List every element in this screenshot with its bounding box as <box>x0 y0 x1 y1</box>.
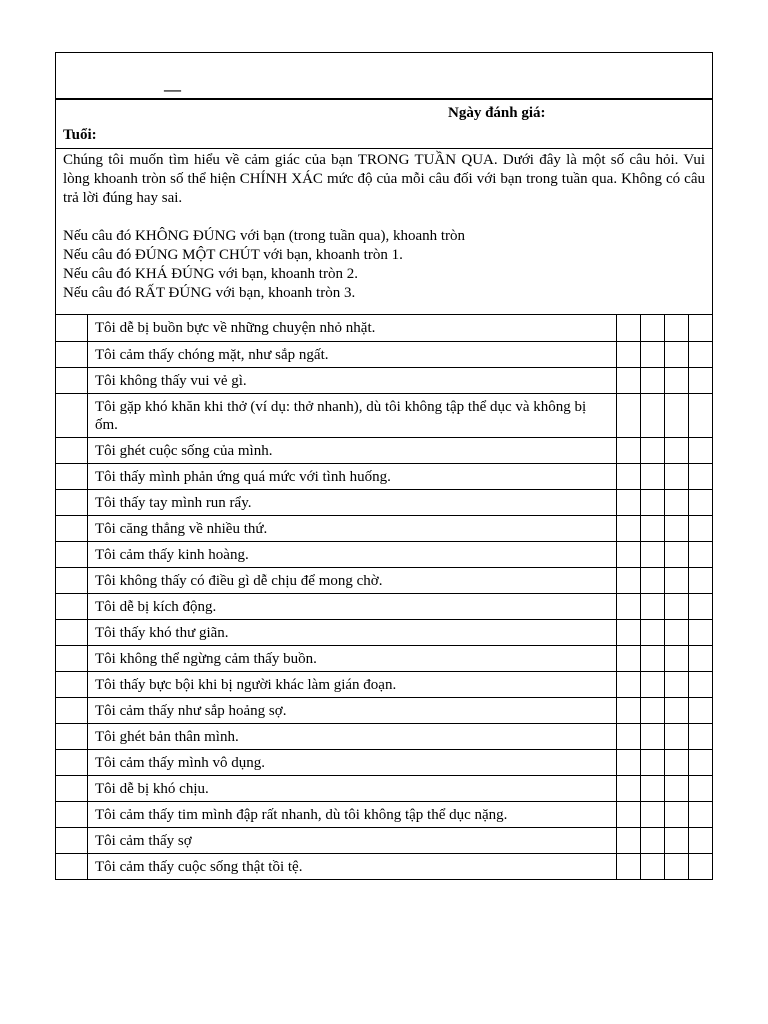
instructions-gap <box>63 208 705 227</box>
rating-cell-3[interactable] <box>689 593 713 619</box>
table-row <box>56 489 712 515</box>
rating-cell-3[interactable] <box>689 541 713 567</box>
rating-cell-2[interactable] <box>665 367 689 393</box>
date-label: Ngày đánh giá: <box>448 105 546 121</box>
rating-cell-0[interactable] <box>617 463 641 489</box>
table-row <box>56 567 712 593</box>
rating-cell-2[interactable] <box>665 801 689 827</box>
item-number-cell <box>56 645 88 671</box>
rating-cell-2[interactable] <box>665 541 689 567</box>
instruction-rule-1: Nếu câu đó ĐÚNG MỘT CHÚT với bạn, khoanh tròn 1. <box>63 247 403 263</box>
table-row <box>56 645 712 671</box>
table-row <box>56 697 712 723</box>
rating-cell-3[interactable] <box>689 723 713 749</box>
rating-cell-0[interactable] <box>617 645 641 671</box>
rating-cell-1[interactable] <box>641 645 665 671</box>
item-text: Tôi cảm thấy sợ <box>88 827 617 853</box>
item-number-cell <box>56 515 88 541</box>
rating-cell-1[interactable] <box>641 437 665 463</box>
rating-cell-0[interactable] <box>617 801 641 827</box>
rating-cell-1[interactable] <box>641 827 665 853</box>
item-number-cell <box>56 393 88 437</box>
rating-cell-2[interactable] <box>665 645 689 671</box>
item-text: Tôi cảm thấy kinh hoàng. <box>88 541 617 567</box>
instruction-rule-2: Nếu câu đó KHÁ ĐÚNG với bạn, khoanh tròn 2. <box>63 266 358 282</box>
table-row <box>56 515 712 541</box>
rating-cell-0[interactable] <box>617 341 641 367</box>
rating-cell-2[interactable] <box>665 437 689 463</box>
table-row <box>56 341 712 367</box>
rating-cell-3[interactable] <box>689 315 713 341</box>
item-text: Tôi dễ bị kích động. <box>88 593 617 619</box>
rating-cell-1[interactable] <box>641 515 665 541</box>
item-text: Tôi căng thẳng về nhiều thứ. <box>88 515 617 541</box>
table-row <box>56 723 712 749</box>
rating-cell-3[interactable] <box>689 775 713 801</box>
item-text: Tôi cảm thấy như sắp hoảng sợ. <box>88 697 617 723</box>
questionnaire-sheet <box>55 52 713 880</box>
rating-cell-0[interactable] <box>617 827 641 853</box>
rating-cell-3[interactable] <box>689 367 713 393</box>
item-number-cell <box>56 749 88 775</box>
rating-cell-3[interactable] <box>689 393 713 437</box>
rating-cell-1[interactable] <box>641 593 665 619</box>
item-text: Tôi ghét bản thân mình. <box>88 723 617 749</box>
item-number-cell <box>56 437 88 463</box>
table-row <box>56 853 712 879</box>
rating-cell-2[interactable] <box>665 749 689 775</box>
item-number-cell <box>56 489 88 515</box>
rating-cell-1[interactable] <box>641 463 665 489</box>
rating-cell-2[interactable] <box>665 697 689 723</box>
item-number-cell <box>56 593 88 619</box>
item-number-cell <box>56 801 88 827</box>
rating-cell-1[interactable] <box>641 489 665 515</box>
item-text: Tôi không thể ngừng cảm thấy buồn. <box>88 645 617 671</box>
item-text: Tôi cảm thấy cuộc sống thật tồi tệ. <box>88 853 617 879</box>
rating-cell-2[interactable] <box>665 463 689 489</box>
rating-cell-3[interactable] <box>689 853 713 879</box>
item-text: Tôi dễ bị buồn bực về những chuyện nhỏ nhặt. <box>88 315 617 341</box>
item-number-cell <box>56 853 88 879</box>
item-text: Tôi thấy khó thư giãn. <box>88 619 617 645</box>
table-row <box>56 437 712 463</box>
rating-cell-1[interactable] <box>641 341 665 367</box>
rating-cell-3[interactable] <box>689 463 713 489</box>
items-table <box>56 315 712 879</box>
rating-cell-1[interactable] <box>641 853 665 879</box>
instructions <box>56 149 712 315</box>
rating-cell-0[interactable] <box>617 393 641 437</box>
rating-cell-0[interactable] <box>617 367 641 393</box>
item-text: Tôi ghét cuộc sống của mình. <box>88 437 617 463</box>
item-text: Tôi thấy mình phản ứng quá mức với tình huống. <box>88 463 617 489</box>
rating-cell-0[interactable] <box>617 723 641 749</box>
table-row <box>56 315 712 341</box>
item-number-cell <box>56 315 88 341</box>
rating-cell-0[interactable] <box>617 315 641 341</box>
rating-cell-2[interactable] <box>665 593 689 619</box>
table-row <box>56 619 712 645</box>
item-text: Tôi không thấy có điều gì dễ chịu để mong chờ. <box>88 567 617 593</box>
item-number-cell <box>56 671 88 697</box>
rating-cell-0[interactable] <box>617 853 641 879</box>
rating-cell-3[interactable] <box>689 697 713 723</box>
rating-cell-0[interactable] <box>617 541 641 567</box>
item-text: Tôi gặp khó khăn khi thở (ví dụ: thở nhanh), dù tôi không tập thể dục và không bị ốm. <box>88 393 617 437</box>
rating-cell-1[interactable] <box>641 567 665 593</box>
table-row <box>56 749 712 775</box>
item-text: Tôi cảm thấy tim mình đập rất nhanh, dù tôi không tập thể dục nặng. <box>88 801 617 827</box>
rating-cell-0[interactable] <box>617 567 641 593</box>
rating-cell-3[interactable] <box>689 671 713 697</box>
title-row <box>56 53 712 100</box>
rating-cell-2[interactable] <box>665 723 689 749</box>
table-row <box>56 393 712 437</box>
instructions-intro: Chúng tôi muốn tìm hiểu về cảm giác của bạn TRONG TUẦN QUA. Dưới đây là một số câu hỏi. Vui lòng khoanh tròn số thể hiện CHÍNH XÁC mức độ của mỗi câu đối với bạn trong tuần qua. Không có câu trả lời đúng hay sai. <box>63 152 705 206</box>
rating-cell-0[interactable] <box>617 697 641 723</box>
item-number-cell <box>56 341 88 367</box>
rating-cell-1[interactable] <box>641 723 665 749</box>
rating-cell-0[interactable] <box>617 515 641 541</box>
table-row <box>56 775 712 801</box>
rating-cell-3[interactable] <box>689 515 713 541</box>
meta-row <box>56 100 712 149</box>
item-number-cell <box>56 567 88 593</box>
rating-cell-3[interactable] <box>689 801 713 827</box>
rating-cell-0[interactable] <box>617 775 641 801</box>
rating-cell-0[interactable] <box>617 749 641 775</box>
rating-cell-1[interactable] <box>641 801 665 827</box>
rating-cell-3[interactable] <box>689 749 713 775</box>
item-number-cell <box>56 619 88 645</box>
rating-cell-3[interactable] <box>689 645 713 671</box>
rating-cell-3[interactable] <box>689 489 713 515</box>
rating-cell-0[interactable] <box>617 593 641 619</box>
rating-cell-3[interactable] <box>689 437 713 463</box>
rating-cell-2[interactable] <box>665 853 689 879</box>
rating-cell-3[interactable] <box>689 827 713 853</box>
rating-cell-3[interactable] <box>689 567 713 593</box>
item-text: Tôi thấy tay mình run rẩy. <box>88 489 617 515</box>
rating-cell-0[interactable] <box>617 489 641 515</box>
rating-cell-1[interactable] <box>641 749 665 775</box>
rating-cell-2[interactable] <box>665 619 689 645</box>
item-number-cell <box>56 367 88 393</box>
items-body <box>56 315 712 879</box>
age-label: Tuổi: <box>63 127 97 143</box>
rating-cell-3[interactable] <box>689 619 713 645</box>
table-row <box>56 541 712 567</box>
item-text: Tôi thấy bực bội khi bị người khác làm gián đoạn. <box>88 671 617 697</box>
instruction-rule-3: Nếu câu đó RẤT ĐÚNG với bạn, khoanh tròn 3. <box>63 285 356 301</box>
item-text: Tôi cảm thấy mình vô dụng. <box>88 749 617 775</box>
rating-cell-2[interactable] <box>665 775 689 801</box>
rating-cell-1[interactable] <box>641 697 665 723</box>
instruction-rule-0: Nếu câu đó KHÔNG ĐÚNG với bạn (trong tuần qua), khoanh tròn <box>63 228 466 244</box>
table-row <box>56 827 712 853</box>
rating-cell-2[interactable] <box>665 567 689 593</box>
rating-cell-2[interactable] <box>665 515 689 541</box>
rating-cell-1[interactable] <box>641 671 665 697</box>
item-text: Tôi dễ bị khó chịu. <box>88 775 617 801</box>
item-number-cell <box>56 723 88 749</box>
table-row <box>56 367 712 393</box>
rating-cell-0[interactable] <box>617 437 641 463</box>
item-number-cell <box>56 827 88 853</box>
rating-cell-1[interactable] <box>641 367 665 393</box>
rating-cell-1[interactable] <box>641 541 665 567</box>
table-row <box>56 593 712 619</box>
rating-cell-2[interactable] <box>665 489 689 515</box>
rating-cell-1[interactable] <box>641 619 665 645</box>
item-number-cell <box>56 541 88 567</box>
rating-cell-2[interactable] <box>665 827 689 853</box>
table-row <box>56 463 712 489</box>
item-text: Tôi không thấy vui vẻ gì. <box>88 367 617 393</box>
rating-cell-1[interactable] <box>641 315 665 341</box>
item-number-cell <box>56 775 88 801</box>
table-row <box>56 801 712 827</box>
rating-cell-2[interactable] <box>665 341 689 367</box>
rating-cell-2[interactable] <box>665 393 689 437</box>
rating-cell-3[interactable] <box>689 341 713 367</box>
rating-cell-2[interactable] <box>665 315 689 341</box>
item-text: Tôi cảm thấy chóng mặt, như sắp ngất. <box>88 341 617 367</box>
item-number-cell <box>56 697 88 723</box>
table-row <box>56 671 712 697</box>
rating-cell-0[interactable] <box>617 671 641 697</box>
rating-cell-0[interactable] <box>617 619 641 645</box>
rating-cell-1[interactable] <box>641 775 665 801</box>
item-number-cell <box>56 463 88 489</box>
rating-cell-1[interactable] <box>641 393 665 437</box>
rating-cell-2[interactable] <box>665 671 689 697</box>
title-mark: — <box>164 80 181 99</box>
